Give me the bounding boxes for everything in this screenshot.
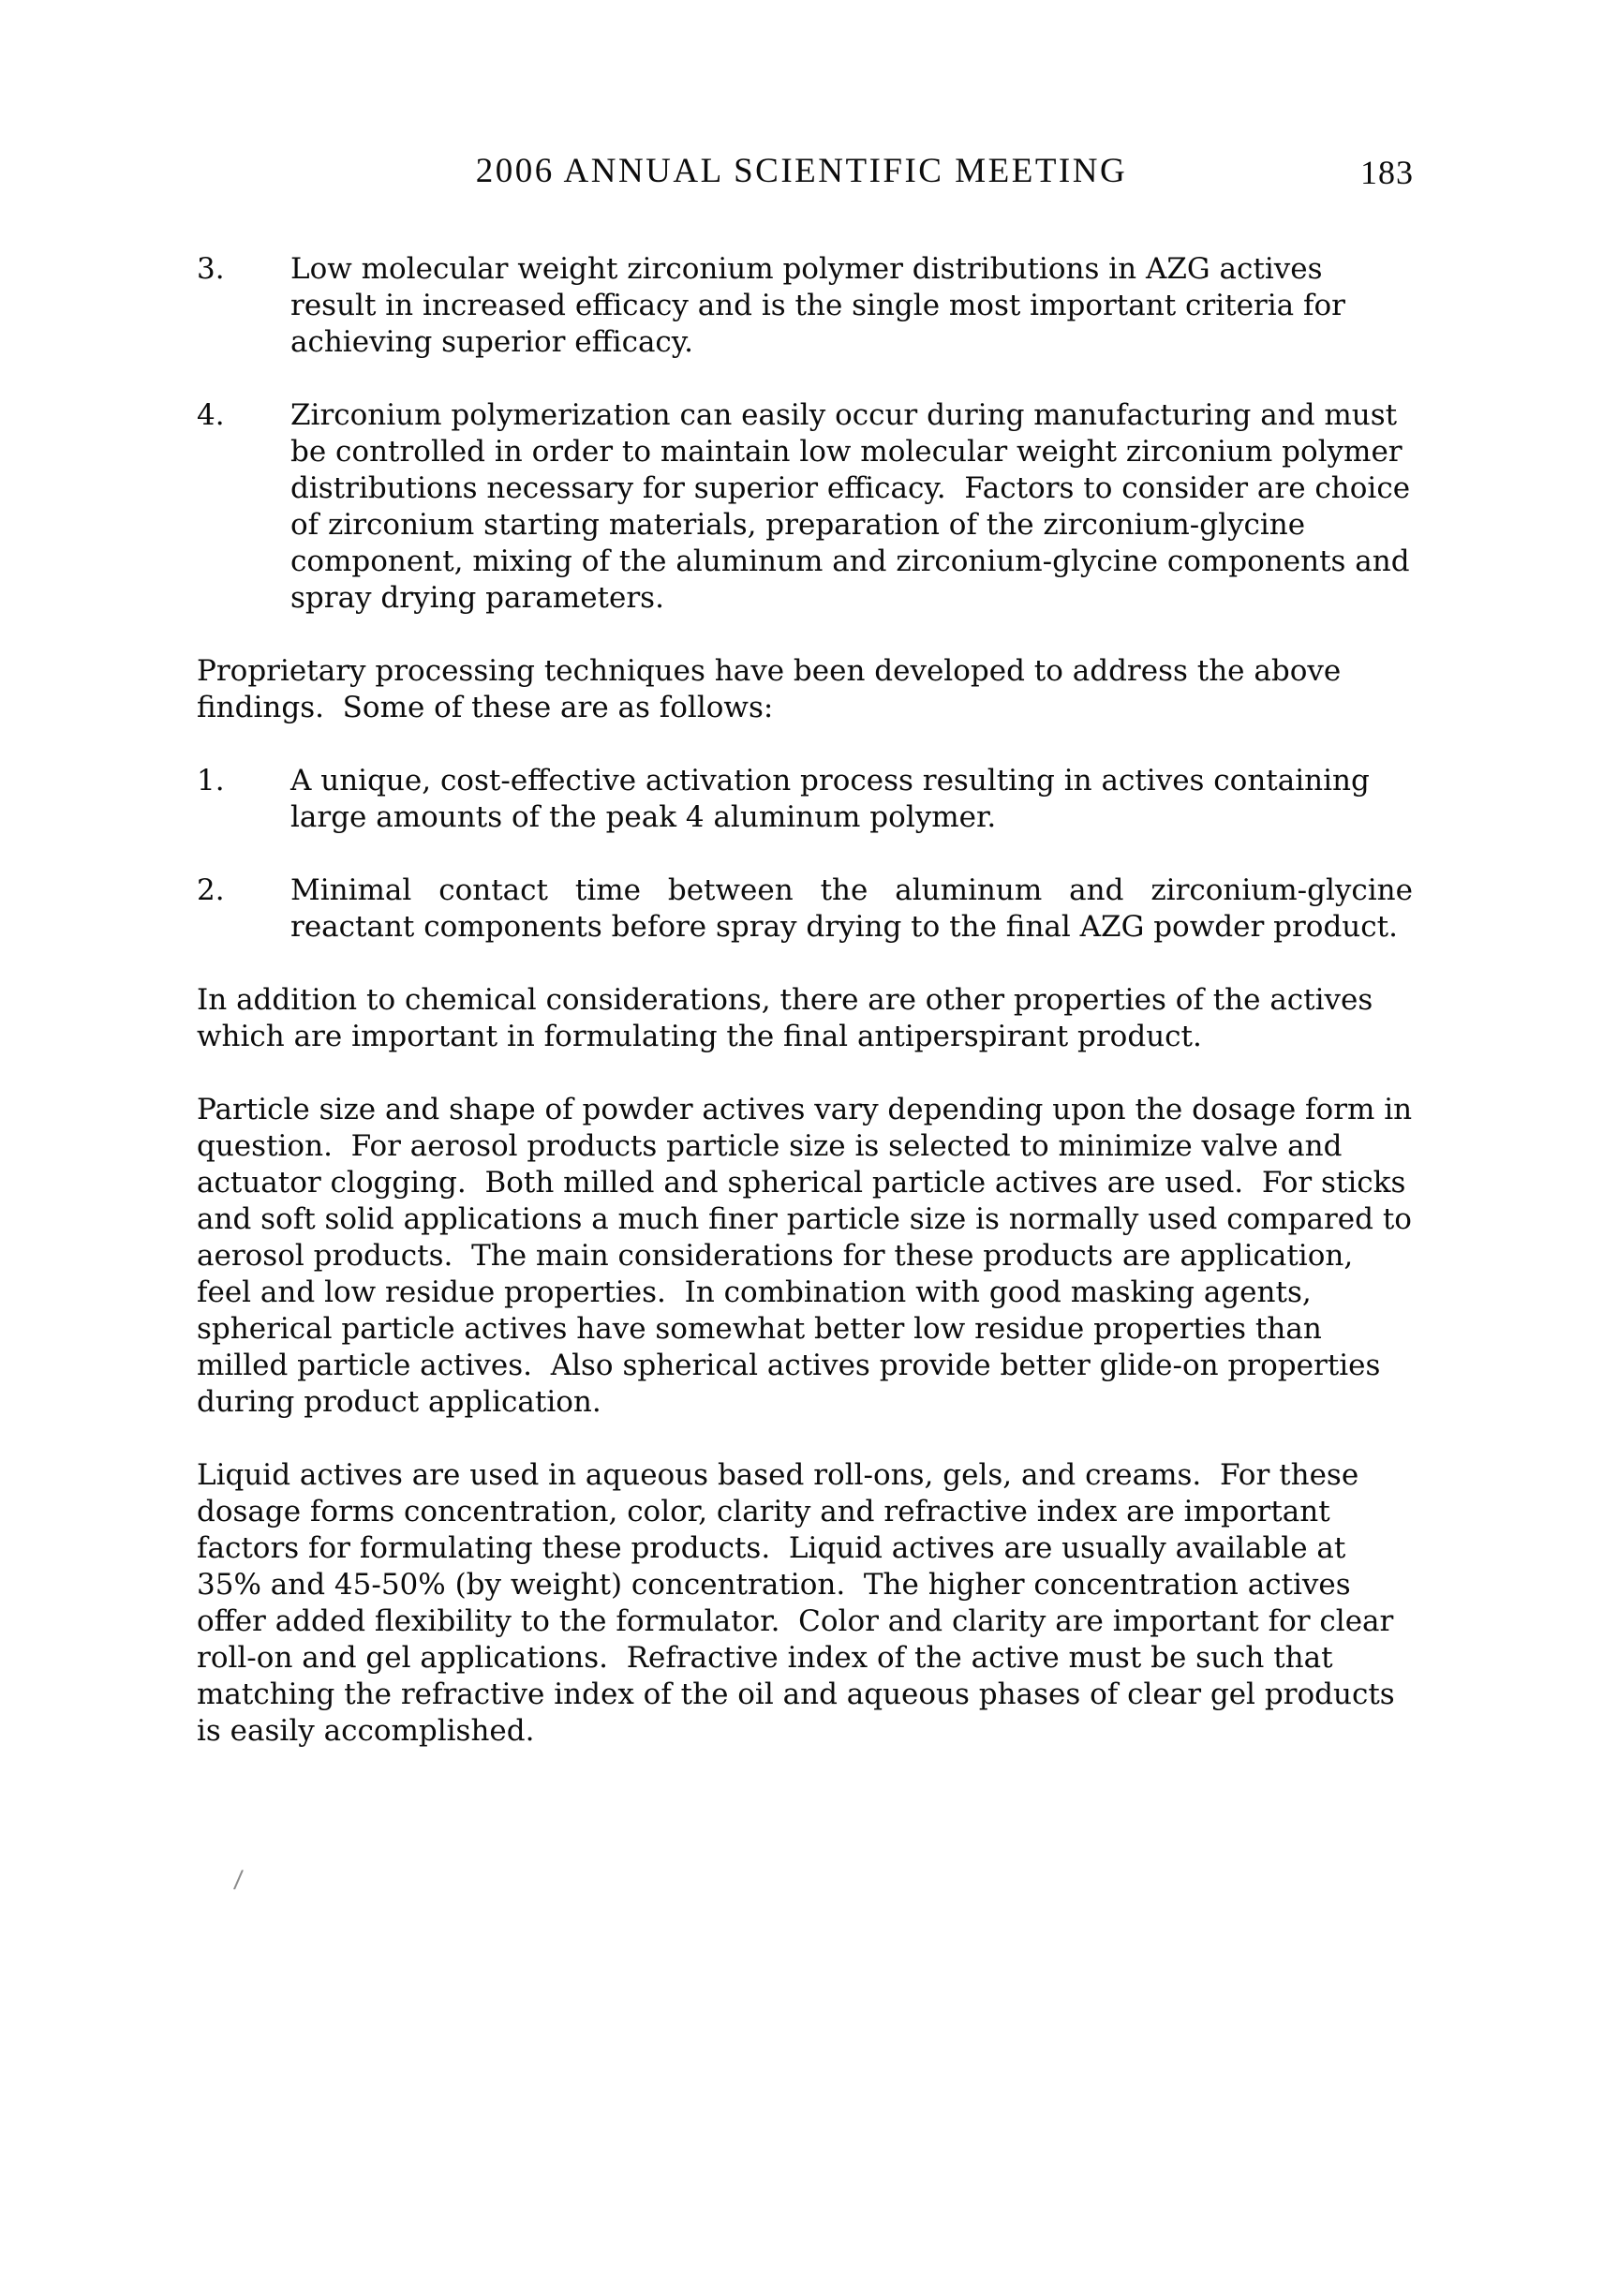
paragraph [197,653,1413,726]
page-number: 183 [1360,154,1414,191]
item-text: Low molecular weight zirconium polymer distributions in AZG actives result in increased efficacy and is the single most important criteria for achieving superior efficacy. [290,252,1355,359]
paragraph-text: Liquid actives are used in aqueous based roll-ons, gels, and creams. For these dosage forms concentration, color, clarity and refractive index are important factors for formulating these products. Liquid actives are usually available at 35% and 45-50% (by weight) concentration. The higher concentration actives offer added flexibility to the formulator. Color and clarity are important for clear roll-on and gel applications. Refractive index of the active must be such that matching the refractive index of the oil and aqueous phases of clear gel products is easily accomplished. [197,1458,1404,1748]
page-header [0,154,1603,195]
item-number: 1. [197,764,225,798]
item-number: 2. [197,873,225,907]
numbered-item [197,872,1422,946]
paragraph-text: In addition to chemical considerations, there are other properties of the actives which are important in formulating the final antiperspirant product. [197,983,1383,1053]
paragraph-text: Particle size and shape of powder actives vary depending upon the dosage form in question. For aerosol products particle size is selected to minimize valve and actuator clogging. Both milled and spherical particle actives are used. For sticks and soft solid applications a much finer particle size is normally used compared to aerosol products. The main considerations for these products are application, feel and low residue properties. In combination with good masking agents, spherical particle actives have somewhat better low residue properties than milled particle actives. Also spherical actives provide better glide-on properties during product application. [197,1093,1422,1419]
item-text: Zirconium polymerization can easily occur during manufacturing and must be controlled in order to maintain low molecular weight zirconium polymer distributions necessary for superior efficacy. Factors to consider are choice of zirconium starting materials, preparation of the zirconium-glycine component, mixing of the aluminum and zirconium-glycine components and spray drying parameters. [290,398,1419,615]
item-number: 3. [197,252,225,286]
numbered-item [197,251,1413,361]
running-head-title: 2006 ANNUAL SCIENTIFIC MEETING [475,152,1128,190]
item-text: A unique, cost-effective activation process resulting in actives containing large amounts of the peak 4 aluminum polymer. [290,764,1379,834]
content [197,251,1422,1786]
paragraph-text: Proprietary processing techniques have been developed to address the above findings. Some of these are as follows: [197,654,1351,724]
item-number: 4. [197,398,225,432]
stray-pencil-mark: / [232,1865,245,1895]
numbered-item [197,763,1413,836]
paragraph [197,1092,1422,1421]
numbered-item [197,397,1419,617]
paragraph [197,982,1413,1055]
item-text: Minimal contact time between the aluminum and zirconium-glycine reactant components before spray drying to the final AZG powder product. [290,873,1422,944]
paragraph [197,1457,1413,1750]
